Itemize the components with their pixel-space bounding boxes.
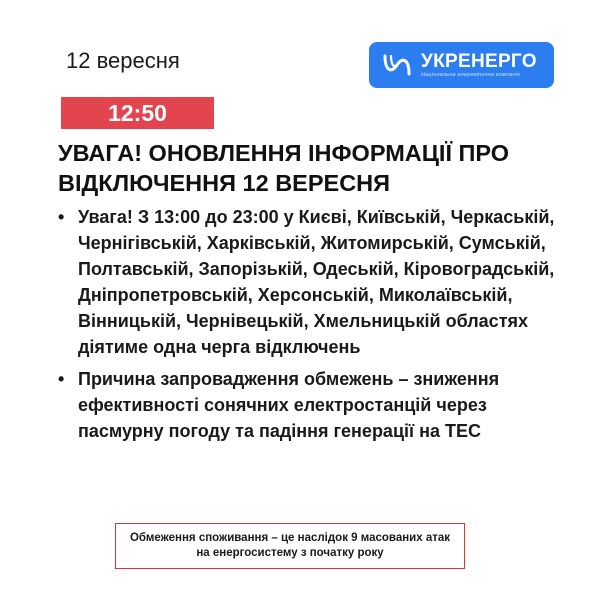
logo-name: УКРЕНЕРГО [421,50,537,72]
bullet-list [58,204,558,450]
ukrenergo-logo-icon [381,52,413,78]
bullet-text: Причина запровадження обмежень – зниження ефективності сонячних електростанцій через пасмурну погоду та падіння генерації на ТЕС [78,369,500,441]
bullet-text: Увага! З 13:00 до 23:00 у Києві, Київській, Черкаській, Чернігівській, Харківській, Житомирській, Сумській, Полтавській, Запорізькій, Одеській, Кіровоградській, Дніпропетровській, Херсонській, Миколаївській, Вінницькій, Чернівецькій, Хмельницькій областях діятиме одна черга відключень [78,207,555,357]
date-label: 12 вересня [66,48,180,73]
notice-text: Обмеження споживання – це наслідок 9 масованих атак на енергосистему з початку року [129,532,451,559]
bullet-item [58,366,558,444]
ukrenergo-logo [369,42,554,88]
bullet-dot: • [58,207,65,227]
bullet-dot: • [58,369,65,389]
bullet-item [58,204,558,360]
logo-subtitle: Національна енергетична компанія [421,71,521,78]
headline: УВАГА! ОНОВЛЕННЯ ІНФОРМАЦІЇ ПРО ВІДКЛЮЧЕННЯ 12 ВЕРЕСНЯ [58,140,509,196]
notice-box [115,523,465,569]
time-badge: 12:50 [61,97,214,129]
